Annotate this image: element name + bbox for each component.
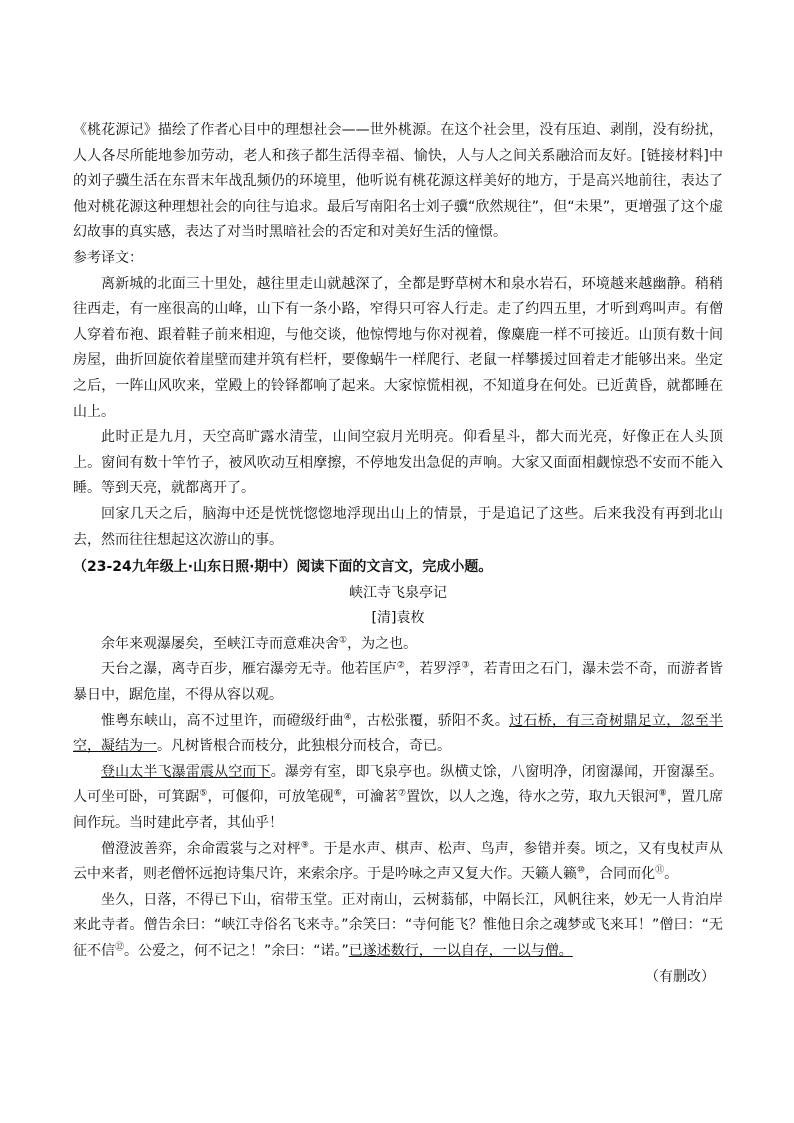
footnote-marker: ⑩ [577,865,586,876]
passage-paragraph-1: 余年来观瀑屡矣，至峡江寺而意难决舍①，为之也。 [101,635,418,652]
footnote-marker: ⑥ [333,788,342,799]
footnote-marker: ⑨ [300,839,310,850]
revision-note: （有删改） [645,968,715,985]
underlined-sentence: 过石桥，有三奇树鼎足立，忽至半空，凝结为一 [73,712,724,755]
footnote-marker: ⑫ [115,942,125,953]
footnote-marker: ⑪ [655,865,665,876]
translation-heading: 参考译文： [73,249,143,266]
passage-paragraph-3: 惟粤东峡山，高不过里许，而磴级纡曲④，古松张覆，骄阳不炙。过石桥，有三奇树鼎足立，忽至半空，凝结为一。凡树皆根合而枝分，此独根分而枝合，奇已。 [73,712,724,755]
underlined-sentence: 已遂述数行，一以自存，一以与僧。 [348,943,573,959]
question-header: （23-24九年级上·山东日照·期中）阅读下面的文言文，完成小题。 [73,559,493,576]
underlined-sentence: 登山太半飞瀑雷震从空而下 [101,763,271,780]
footnote-marker: ⑦ [398,788,407,799]
translation-paragraph-2: 此时正是九月，天空高旷露水清莹，山间空寂月光明亮。仰看星斗，都大而光亮，好像正在人头顶上。窗间有数十竿竹子，被风吹动互相摩擦，不停地发出急促的声响。大家又面面相觑惊恐不安而不能入睡。等到天亮，就都离开了。 [73,429,723,497]
footnote-marker: ① [339,635,348,646]
passage-author: [清]袁枚 [371,610,425,627]
footnote-marker: ⑧ [658,788,667,799]
passage-paragraph-5: 僧澄波善弈，余命霞裳与之对枰⑨。于是水声、棋声、松声、鸟声，参错并奏。顷之，又有曳杖声从云中来者，则老僧怀远抱诗集尺许，来索余序。于是吟咏之声又复大作。天籁人籁⑩，合同而化⑪。 [73,839,724,883]
translation-paragraph-3: 回家几天之后，脑海中还是恍恍惚惚地浮现出山上的情景，于是追记了这些。后来我没有再到北山去，然而往往想起这次游山的事。 [73,505,723,548]
document-content [73,118,723,990]
translation-paragraph-1: 离新城的北面三十里处，越往里走山就越深了，全都是野草树木和泉水岩石，环境越来越幽静。稍稍往西走，有一座很高的山峰，山下有一条小路，窄得只可容人行走。走了约四五里，才听到鸡叫声。有僧人穿着布袍、跟着鞋子前来相迎，与他交谈，他惊愕地与你对视着，像麋鹿一样不可接近。山顶有数十间房屋，曲折回旋依着崖壁而建并筑有栏杆，要像蜗牛一样爬行、老鼠一样攀援过回着走才能够出来。坐定之后，一阵山风吹来，堂殿上的铃铎都响了起来。大家惊慌相视，不知道身在何处。已近黄昏，就都睡在山上。 [73,275,723,420]
footnote-marker: ④ [343,712,353,722]
footnote-marker: ② [396,660,405,671]
passage-paragraph-2: 天台之瀑，离寺百步，雁宕瀑旁无寺。他若匡庐②，若罗浮③，若青田之石门，瀑未尝不奇，而游者皆暴日中，踞危崖，不得从容以观。 [73,660,723,704]
passage-paragraph-4: 登山太半飞瀑雷震从空而下。瀑旁有室，即飞泉亭也。纵横丈馀，八窗明净，闭窗瀑闻，开窗瀑至。人可坐可卧，可箕踞⑤，可偃仰，可放笔砚⑥，可瀹茗⑦置饮，以人之逸，待水之劳，取九天银河⑧，置几席间作玩。当时建此亭者，其仙乎！ [73,763,724,832]
footnote-marker: ⑤ [199,788,208,799]
footnote-marker: ③ [461,660,470,671]
passage-paragraph-6: 坐久，日落，不得已下山，宿带玉堂。正对南山，云树蓊郁，中隔长江，风帆往来，妙无一人肯泊岸来此寺者。僧告余曰：“峡江寺俗名飞来寺。”余笑曰：“寺何能飞？惟他日余之魂梦或飞来耳！”僧曰：“无征不信⑫。公爱之，何不记之！”余曰：“诺。”已遂述数行，一以自存，一以与僧。 [73,891,723,959]
passage-title: 峡江寺飞泉亭记 [349,584,447,601]
summary-paragraph: 《桃花源记》描绘了作者心目中的理想社会——世外桃源。在这个社会里，没有压迫、剥削，没有纷扰，人人各尽所能地参加劳动，老人和孩子都生活得幸福、愉快，人与人之间关系融洽而友好。[链接材料]中的刘子骥生活在东晋末年战乱频仍的环境里，他听说有桃花源这样美好的地方，于是高兴地前往，表达了他对桃花源这种理想社会的向往与追求。最后写南阳名士刘子骥“欣然规往”，但“未果”，更增强了这个虚幻故事的真实感，表达了对当时黑暗社会的否定和对美好生活的憧憬。 [73,122,723,241]
